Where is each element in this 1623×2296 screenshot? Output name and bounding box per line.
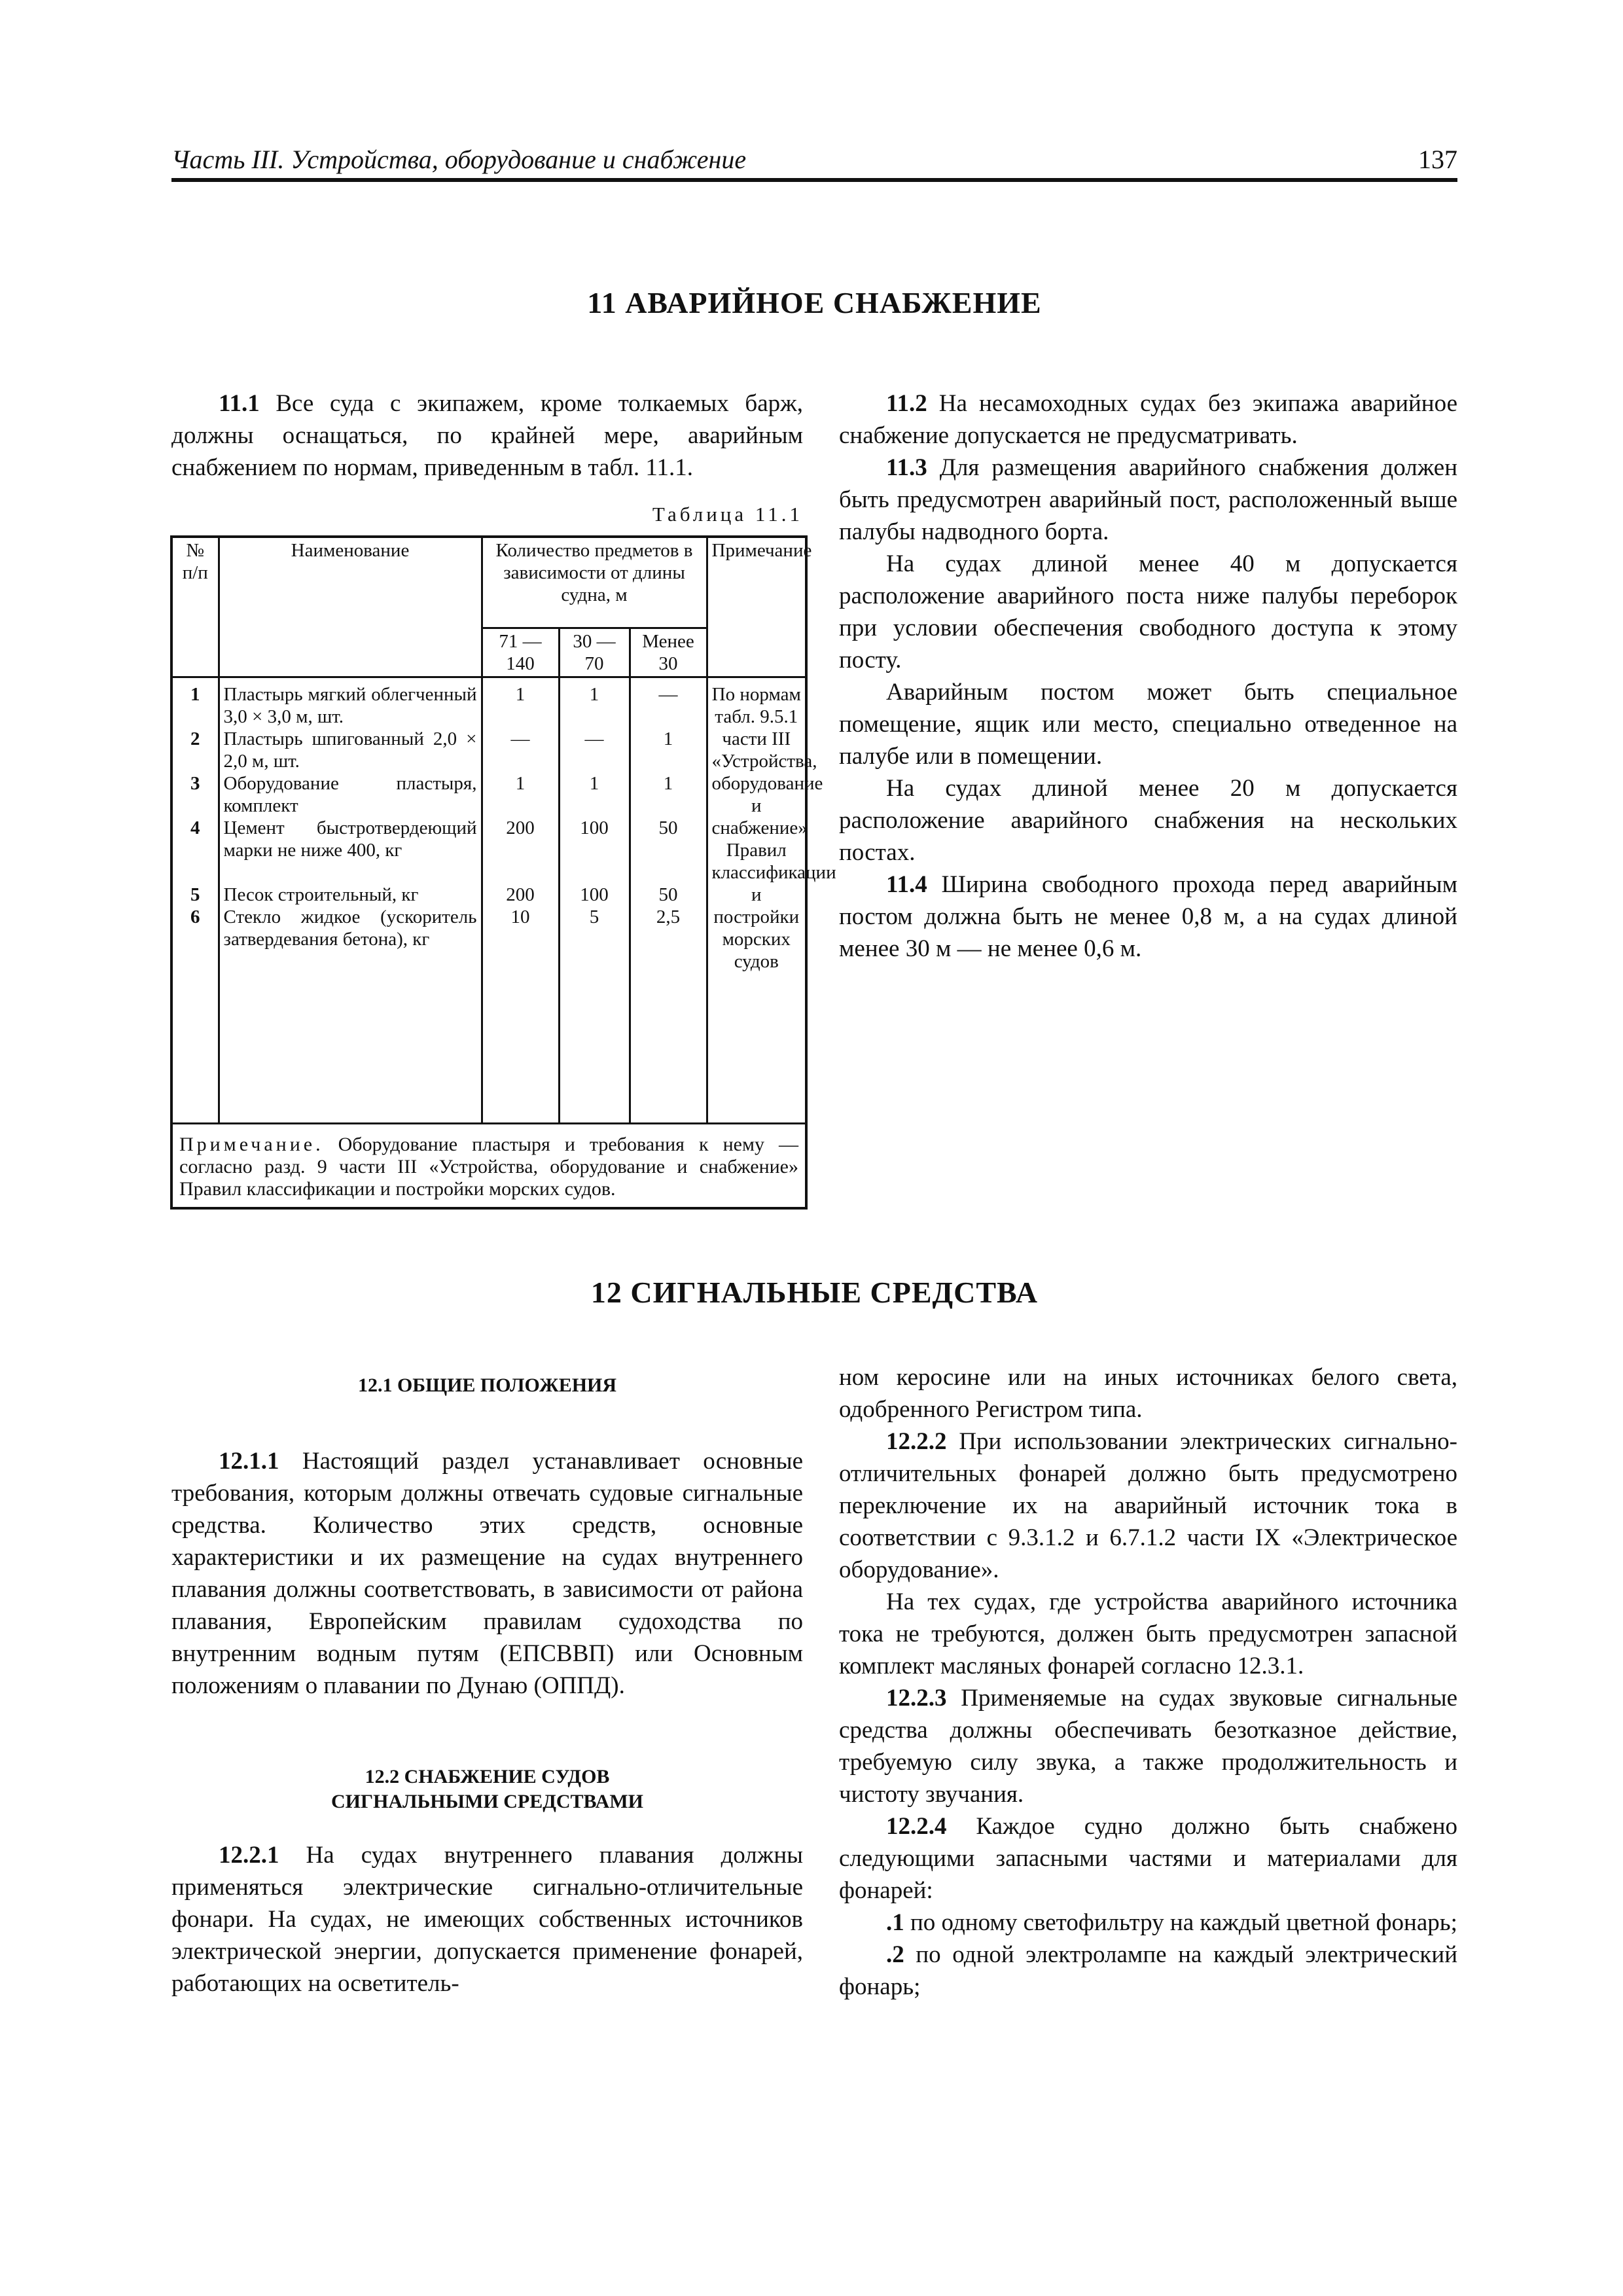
section-12-2-heading (171, 1765, 803, 1814)
column-71-140 (482, 677, 559, 1124)
footnote-text: Оборудование пластыря и требования к нему — согласно разд. 9 части III «Устройства, оборудование и снабжение» Правил классификации и постройки морских судов. (179, 1134, 798, 1200)
list-item-1 (839, 1907, 1457, 1939)
row-number: 3 (190, 773, 200, 794)
section-11-right-column (839, 387, 1457, 965)
row-number: 6 (190, 906, 200, 927)
cell-value: 50 (658, 817, 678, 838)
para-number: 11.3 (886, 454, 927, 481)
para-text: Настоящий раздел устанавливает основные требования, которым должны отвечать судовые сигнальные средства. Количество этих средств, основные характеристики и их размещение на судах внутреннего плавания должны соответствовать, в зависимости от района плавания, Европейским правилам судоходства по внутренним водным путям (ЕПСВВП) или Основным положениям о плавании по Дунаю (ОППД). (171, 1448, 803, 1699)
para-number: 12.1.1 (219, 1448, 279, 1475)
paragraph-11-1 (171, 387, 803, 484)
item-number: .1 (886, 1909, 904, 1936)
cell-value: 100 (580, 817, 609, 838)
paragraph-12-2-1-continued: ном керосине или на иных источниках белого света, одобренного Регистром типа. (839, 1364, 1457, 1423)
para-text: Все суда с экипажем, кроме толкаемых барж, должны оснащаться, по крайней мере, аварийным снабжением по нормам, приведенным в табл. 11.1. (171, 390, 803, 481)
header-less-30: Менее 30 (630, 628, 707, 677)
column-names (219, 677, 482, 1124)
cell-value: 1 (663, 773, 673, 794)
footnote-label: Примечание. (179, 1134, 324, 1155)
para-number: 12.2.1 (219, 1842, 279, 1869)
chapter-11-title: 11 АВАРИЙНОЕ СНАБЖЕНИЕ (587, 286, 1042, 319)
paragraph-12-1-1 (171, 1445, 803, 1702)
header-name: Наименование (219, 537, 482, 677)
running-head-title: Часть III. Устройства, оборудование и снабжение (171, 145, 747, 174)
cell-value: 1 (589, 773, 599, 794)
cell-value: 200 (506, 884, 535, 905)
section-12-2-heading-line1: 12.2 СНАБЖЕНИЕ СУДОВ (365, 1766, 610, 1787)
item-text: по одной электролампе на каждый электрический фонарь; (839, 1941, 1457, 2000)
cell-value: 1 (663, 728, 673, 749)
row-name: Оборудование пластыря, комплект (223, 773, 477, 816)
paragraph-11-3-c: Аварийным постом может быть специальное помещение, ящик или место, специально отведенное на палубе или в помещении. (839, 679, 1457, 770)
cell-value: 50 (658, 884, 678, 905)
section-11-left-column (171, 387, 803, 484)
header-quantity: Количество предметов в зависимости от длины судна, м (482, 537, 707, 628)
cell-value: — (584, 728, 604, 749)
cell-value: — (510, 728, 530, 749)
item-text: по одному светофильтру на каждый цветной фонарь; (904, 1909, 1457, 1936)
cell-value: 1 (515, 773, 526, 794)
para-number: 11.1 (219, 390, 260, 417)
cell-value: 100 (580, 884, 609, 905)
row-name: Пластырь мягкий облегченный 3,0 × 3,0 м, шт. (223, 684, 477, 727)
section-12-right-column (839, 1361, 1457, 2003)
paragraph-11-3-d: На судах длиной менее 20 м допускается расположение аварийного снабжения на нескольких постах. (839, 775, 1457, 866)
row-number: 4 (190, 817, 200, 838)
cell-value: 1 (515, 684, 526, 705)
table-label-text: Таблица 11.1 (652, 503, 803, 526)
cell-value: 10 (510, 906, 530, 927)
section-12-1-heading: 12.1 ОБЩИЕ ПОЛОЖЕНИЯ (357, 1374, 617, 1396)
para-number: 12.2.3 (886, 1685, 947, 1712)
cell-value: 1 (589, 684, 599, 705)
paragraph-12-2-2 (839, 1426, 1457, 1586)
column-less-30 (630, 677, 707, 1124)
row-number: 2 (190, 728, 200, 749)
paragraph-12-2-2-b: На тех судах, где устройства аварийного источника тока не требуются, должен быть предусмотрен запасной комплект масляных фонарей согласно 12.3.1. (839, 1588, 1457, 1679)
para-number: 12.2.2 (886, 1428, 947, 1455)
paragraph-12-2-4 (839, 1810, 1457, 1907)
paragraph-12-2-1 (171, 1839, 803, 2000)
para-text: Для размещения аварийного снабжения должен быть предусмотрен аварийный пост, расположенный выше палубы надводного борта. (839, 454, 1457, 545)
para-text: Каждое судно должно быть снабжено следующими запасными частями и материалами для фонарей: (839, 1813, 1457, 1904)
emergency-equipment-table (170, 535, 836, 1210)
header-note: Примечание (707, 537, 806, 677)
header-71-140: 71 — 140 (482, 628, 559, 677)
row-number: 5 (190, 884, 200, 905)
header-num: № п/п (171, 537, 219, 677)
para-number: 11.4 (886, 871, 927, 898)
paragraph-11-3 (839, 452, 1457, 548)
column-30-70 (559, 677, 630, 1124)
paragraph-11-4 (839, 869, 1457, 965)
row-name: Цемент быстротвердеющий марки не ниже 400, кг (223, 817, 477, 861)
row-number: 1 (190, 684, 200, 705)
section-12-left-column (171, 1373, 803, 2000)
table-note-cell: По нормам табл. 9.5.1 части III «Устройства, оборудование и снабжение» Правил классификации и постройки морских судов (707, 677, 806, 1124)
cell-value: 200 (506, 817, 535, 838)
page-number: 137 (1418, 145, 1457, 174)
paragraph-11-2 (839, 387, 1457, 452)
cell-value: — (658, 684, 678, 705)
para-number: 12.2.4 (886, 1813, 947, 1840)
table-footnote (171, 1124, 806, 1209)
cell-value: 2,5 (656, 906, 681, 927)
para-text: При использовании электрических сигнально-отличительных фонарей должно быть предусмотрено переключение их на аварийный источник тока в соответствии с 9.3.1.2 и 6.7.1.2 части IX «Электрическое оборудование». (839, 1428, 1457, 1583)
running-head (171, 137, 1457, 182)
column-numbers (171, 677, 219, 1124)
row-name: Песок строительный, кг (223, 884, 419, 905)
para-text: На несамоходных судах без экипажа аварийное снабжение допускается не предусматривать. (839, 390, 1457, 449)
section-12-2-heading-line2: СИГНАЛЬНЫМИ СРЕДСТВАМИ (331, 1791, 643, 1812)
paragraph-11-3-b: На судах длиной менее 40 м допускается расположение аварийного поста ниже палубы переборок при условии обеспечения свободного доступа к этому посту. (839, 550, 1457, 673)
row-name: Стекло жидкое (ускоритель затвердевания бетона), кг (223, 906, 477, 950)
item-number: .2 (886, 1941, 904, 1968)
para-text: Ширина свободного прохода перед аварийным постом должна быть не менее 0,8 м, а на судах длиной менее 30 м — не менее 0,6 м. (839, 871, 1457, 962)
cell-value: 5 (589, 906, 599, 927)
row-name: Пластырь шпигованный 2,0 × 2,0 м, шт. (223, 728, 477, 772)
table-label (171, 503, 803, 526)
paragraph-12-2-3 (839, 1682, 1457, 1810)
header-30-70: 30 — 70 (559, 628, 630, 677)
para-text: На судах внутреннего плавания должны применяться электрические сигнально-отличительные фонари. На судах, не имеющих собственных источников электрической энергии, допускается применение фонарей, работающих на осветитель- (171, 1842, 803, 1997)
para-number: 11.2 (886, 390, 927, 417)
para-text: Применяемые на судах звуковые сигнальные средства должны обеспечивать безотказное действие, требуемую силу звука, а также продолжительность и чистоту звучания. (839, 1685, 1457, 1808)
chapter-12-title: 12 СИГНАЛЬНЫЕ СРЕДСТВА (590, 1276, 1039, 1309)
list-item-2 (839, 1939, 1457, 2003)
